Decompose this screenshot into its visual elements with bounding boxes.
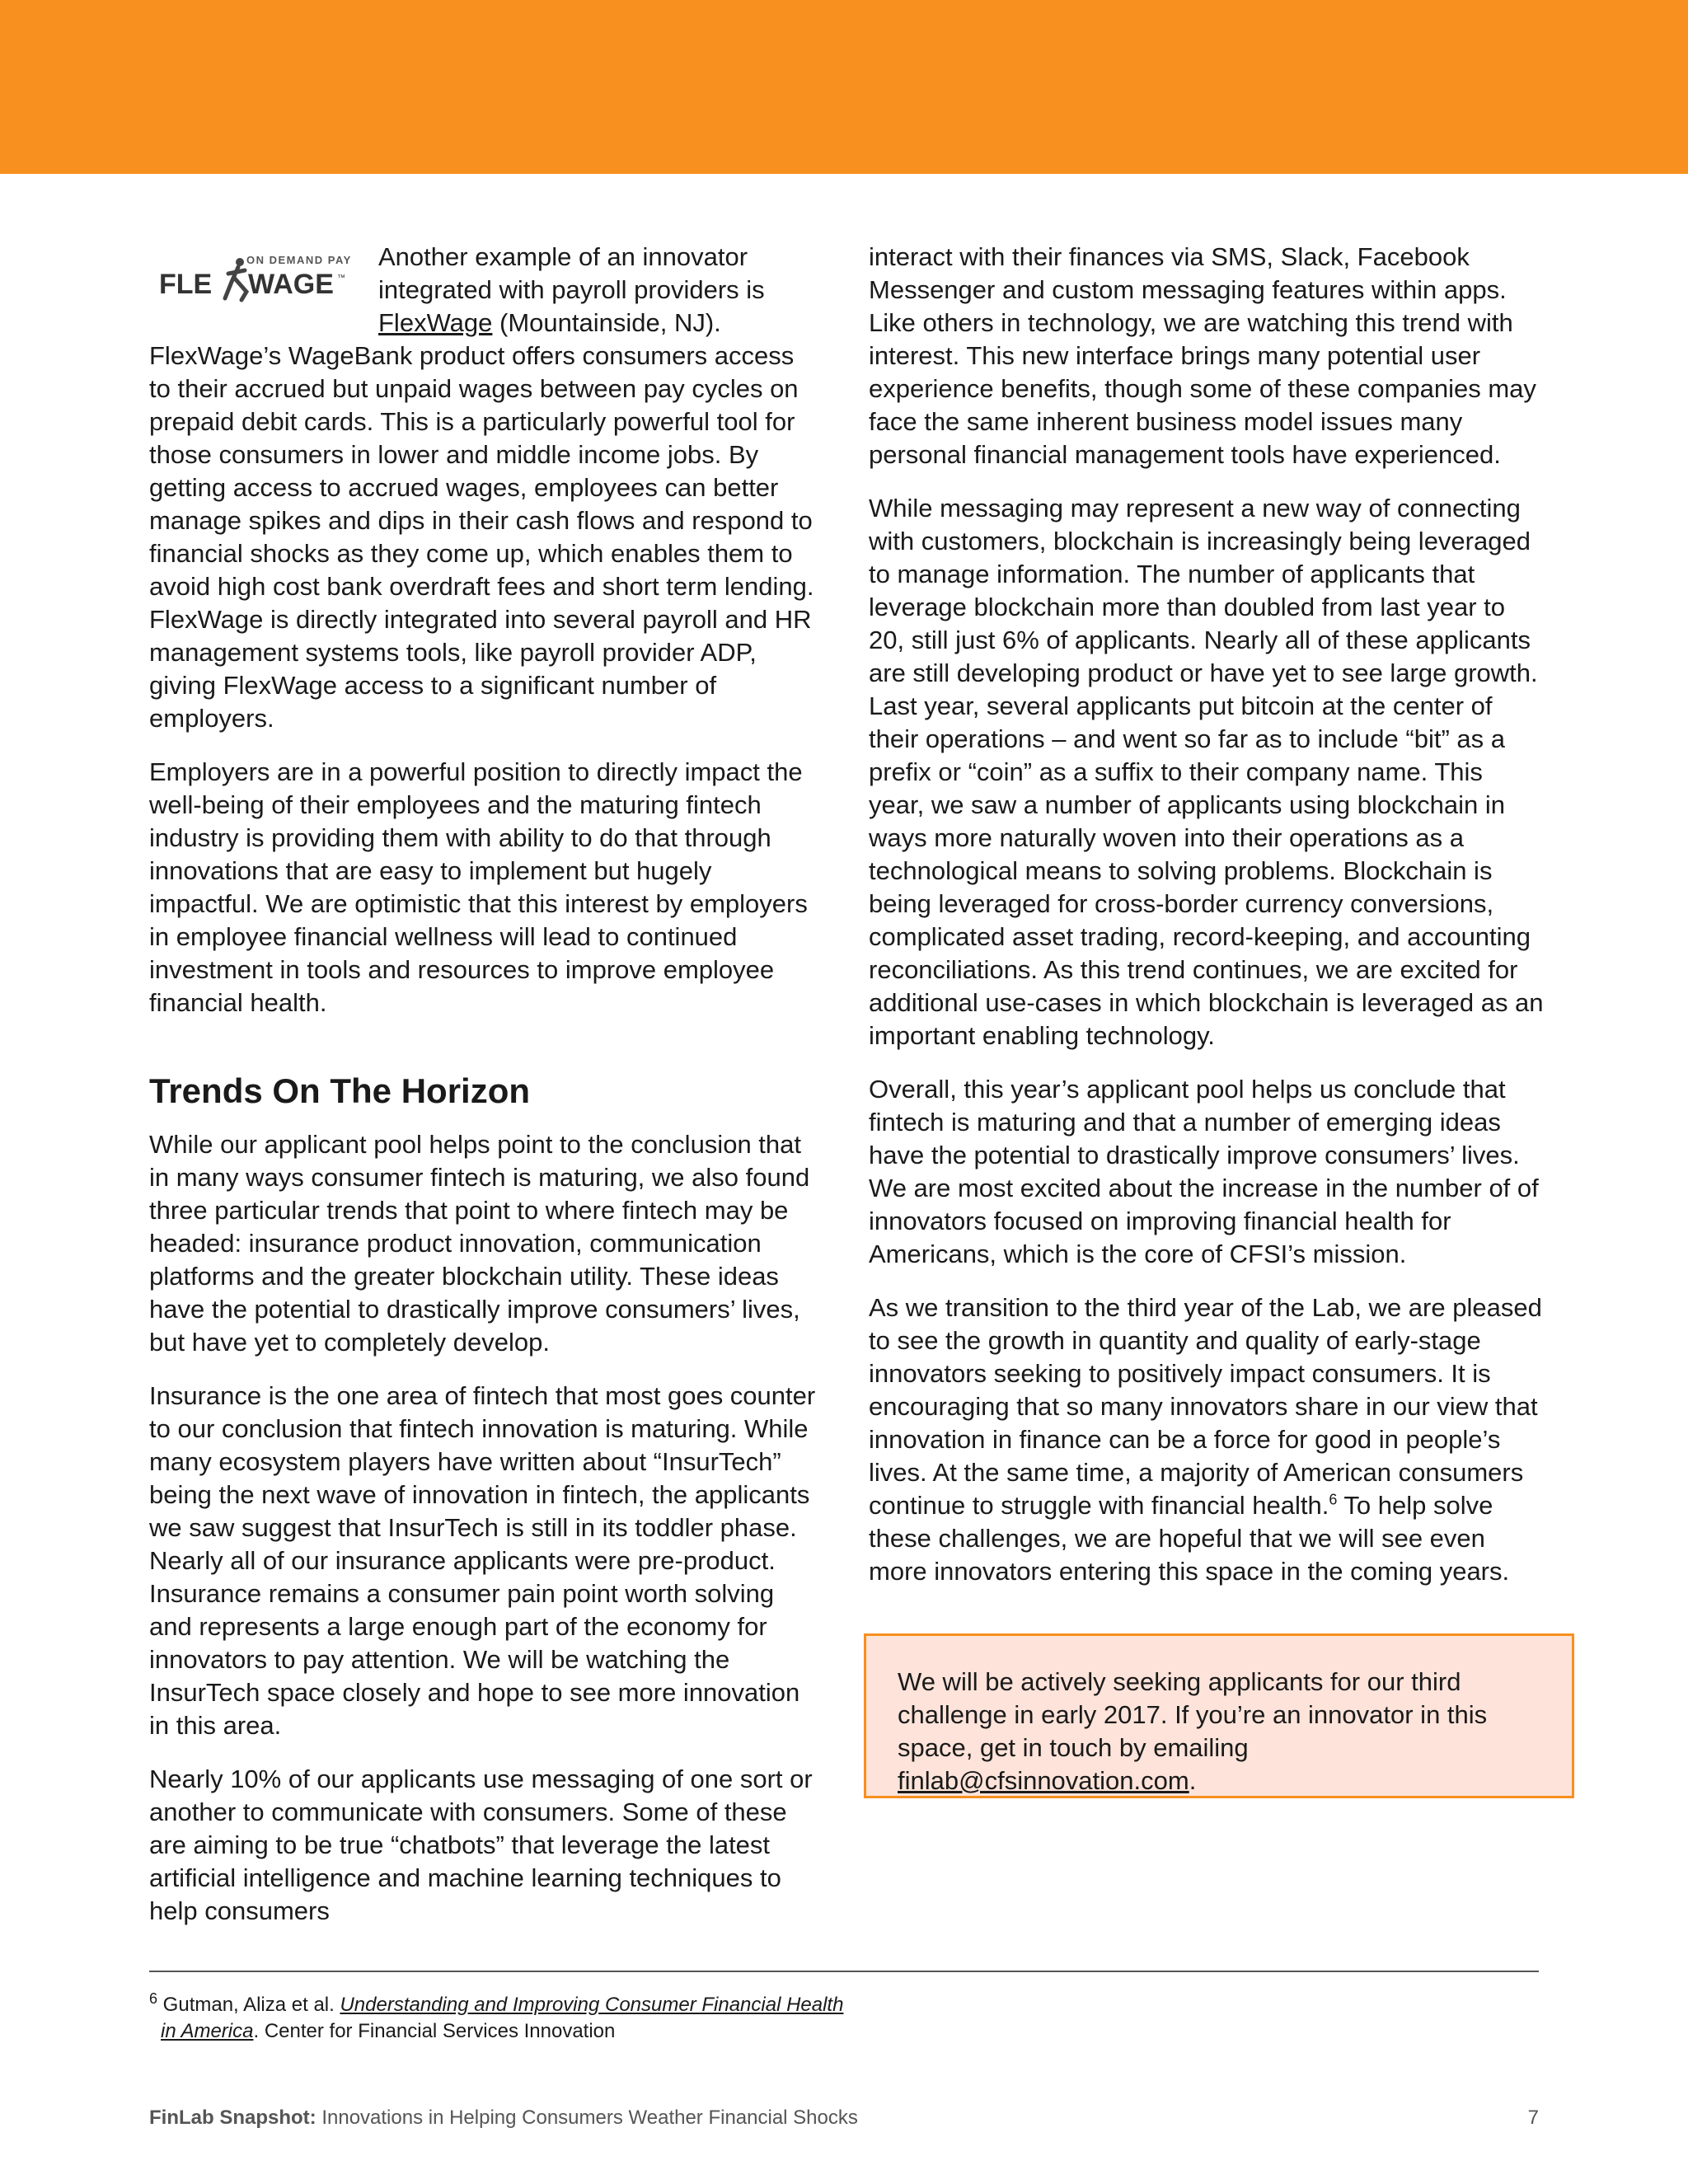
footnote-authors: Gutman, Aliza et al. <box>157 1994 340 2016</box>
footnote-divider <box>149 1971 1539 1972</box>
paragraph-messaging-continued: interact with their finances via SMS, Slack, Facebook Messenger and custom messaging features within apps. Like others in technology, we are watching this trend with interest. This new interface brings many potential user experience benefits, though some of these companies may face the same inherent business model issues many personal financial management tools have experienced. <box>869 242 1536 469</box>
logo-brand-left: FLE <box>159 269 213 300</box>
callout-box <box>864 1633 1574 1798</box>
paragraph-text: Another example of an innovator integrated with payroll providers is <box>378 242 765 304</box>
email-link[interactable]: finlab@cfsinnovation.com <box>898 1766 1189 1795</box>
paragraph-blockchain: While messaging may represent a new way of connecting with customers, blockchain is increasingly being leveraged to manage information. The number of applicants that leverage blockchain more than doubled from last year to 20, still just 6% of applicants. Nearly all of these applicants are still developing product or have yet to see large growth. Last year, several applicants put bitcoin at the center of their operations – and went so far as to include “bit” as a prefix or “coin” as a suffix to their company name. This year, we saw a number of applicants using blockchain in ways more naturally woven into their operations as a technological means to solving problems. Blockchain is being leveraged for cross-border currency conversions, complicated asset trading, record-keeping, and accounting reconciliations. As this trend continues, we are excited for additional use-cases in which blockchain is leveraged as an important enabling technology. <box>869 494 1544 1050</box>
flexwage-logo <box>149 246 372 321</box>
paragraph-text: (Mountainside, NJ). FlexWage’s WageBank product offers consumers access to their accrued but unpaid wages between pay cycles on prepaid debit cards. This is a particularly powerful tool for those consumers in lower and middle income jobs. By getting access to accrued wages, employees can better manage spikes and dips in their cash flows and respond to financial shocks as they come up, which enables them to avoid high cost bank overdraft fees and short term lending. FlexWage is directly integrated into several payroll and HR management systems tools, like payroll provider ADP, giving FlexWage access to a significant number of employers. <box>149 308 814 733</box>
paragraph-transition <box>869 1291 1545 1588</box>
callout-text: . <box>1189 1766 1197 1795</box>
footnote <box>149 1992 891 2045</box>
footnote-title-link-continued[interactable]: in America <box>161 2020 254 2042</box>
flexwage-logo-icon <box>149 246 363 312</box>
footnote-reference: 6 <box>1329 1491 1338 1508</box>
paragraph-insurance: Insurance is the one area of fintech that most goes counter to our conclusion that fintech innovation is maturing. While many ecosystem players have written about “InsurTech” being the next wave of innovation in fintech, the applicants we saw suggest that InsurTech is still in its toddler phase. Nearly all of our insurance applicants were pre-product. Insurance remains a consumer pain point worth solving and represents a large enough part of the economy for innovators to pay attention. We will be watching the InsurTech space closely and hope to see more innovation in this area. <box>149 1381 816 1740</box>
callout-text: We will be actively seeking applicants for our third challenge in early 2017. If you’re an innovator in this space, get in touch by emailing <box>898 1667 1488 1762</box>
runner-icon <box>225 258 246 300</box>
paragraph-messaging: Nearly 10% of our applicants use messaging of one sort or another to communicate with consumers. Some of these are aiming to be true “chatbots” that leverage the latest artificial intelligence and machine learning techniques to help consumers <box>149 1765 813 1925</box>
paragraph-text: As we transition to the third year of the Lab, we are pleased to see the growth in quantity and quality of early-stage innovators seeking to positively impact consumers. It is encouraging that so many innovators share in our view that innovation in finance can be a force for good in people’s lives. At the same time, a majority of American consumers continue to struggle with financial health. <box>869 1293 1542 1520</box>
paragraph-overall: Overall, this year’s applicant pool helps us conclude that fintech is maturing and that a number of emerging ideas have the potential to drastically improve consumers’ lives. We are most excited about the increase in the number of of innovators focused on improving financial health for Americans, which is the core of CFSI’s mission. <box>869 1075 1539 1268</box>
footnote-number: 6 <box>149 1990 158 2007</box>
paragraph-text: To help solve these challenges, we are hopeful that we will see even more innovators entering this space in the coming years. <box>869 1491 1510 1586</box>
footnote-publisher: . Center for Financial Services Innovation <box>253 2020 616 2042</box>
left-column <box>149 241 821 1948</box>
flexwage-link[interactable]: FlexWage <box>378 308 493 337</box>
logo-tm: ™ <box>337 274 345 283</box>
top-banner <box>0 0 1688 174</box>
page-number: 7 <box>1527 2107 1539 2129</box>
footer-title: Innovations in Helping Consumers Weather Financial Shocks <box>316 2107 858 2129</box>
section-heading-trends: Trends On The Horizon <box>149 1071 531 1110</box>
right-column <box>869 241 1545 1609</box>
paragraph-trends-intro: While our applicant pool helps point to the conclusion that in many ways consumer fintech is maturing, we also found three particular trends that point to where fintech may be headed: insurance product innovation, communication platforms and the greater blockchain utility. These ideas have the potential to drastically improve consumers’ lives, but have yet to completely develop. <box>149 1130 810 1357</box>
logo-tagline: ON DEMAND PAY <box>246 254 352 266</box>
page-footer <box>149 2106 1539 2130</box>
footer-label: FinLab Snapshot: <box>149 2107 316 2129</box>
paragraph-employers: Employers are in a powerful position to directly impact the well-being of their employees and the maturing fintech industry is providing them with ability to do that through innovations that are easy to implement but hugely impactful. We are optimistic that this interest by employers in employee financial wellness will lead to continued investment in tools and resources to improve employee financial health. <box>149 757 808 1017</box>
logo-brand-right: WAGE <box>248 269 334 300</box>
footnote-title-link[interactable]: Understanding and Improving Consumer Financial Health <box>340 1994 844 2016</box>
